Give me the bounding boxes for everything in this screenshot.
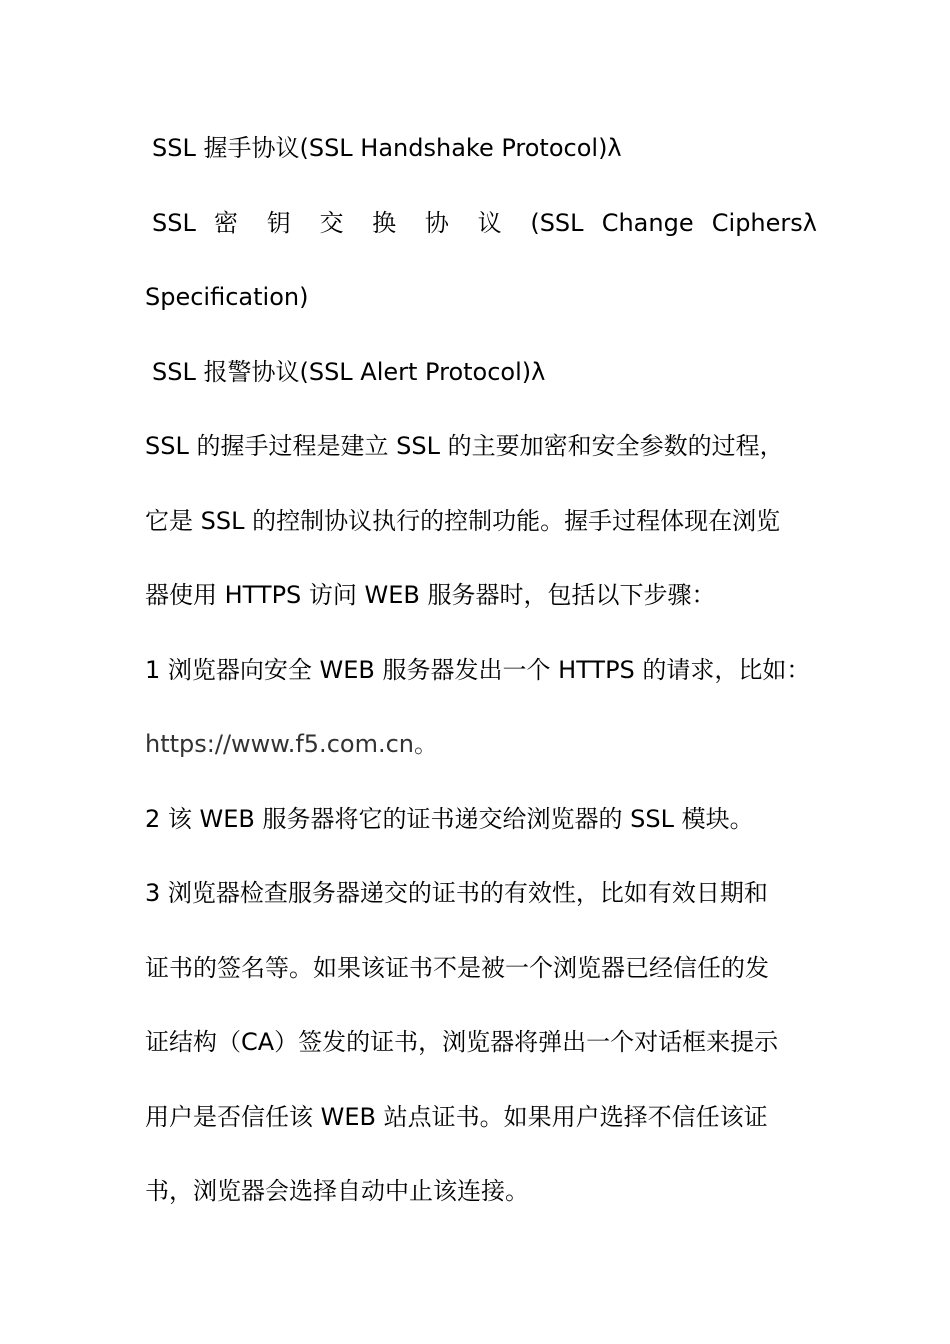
bullet-handshake-protocol: SSL 握手协议(SSL Handshake Protocol)λ bbox=[152, 134, 622, 162]
step-3-line-5: 书，浏览器会选择自动中止该连接。 bbox=[145, 1177, 529, 1205]
step-3-line-1: 3 浏览器检查服务器递交的证书的有效性，比如有效日期和 bbox=[145, 879, 768, 907]
bullet-change-cipher-spec: SSL 密 钥 交 换 协 议 (SSL Change Ciphersλ bbox=[152, 208, 817, 237]
paragraph-handshake-line-1: SSL 的握手过程是建立 SSL 的主要加密和安全参数的过程， bbox=[145, 432, 784, 460]
paragraph-handshake-line-2: 它是 SSL 的控制协议执行的控制功能。握手过程体现在浏览 bbox=[145, 506, 781, 535]
bullet-alert-protocol: SSL 报警协议(SSL Alert Protocol)λ bbox=[152, 357, 546, 386]
bullet-change-cipher-spec-continued: Specification) bbox=[145, 283, 309, 311]
step-2: 2 该 WEB 服务器将它的证书递交给浏览器的 SSL 模块。 bbox=[145, 804, 754, 833]
paragraph-handshake-line-3: 器使用 HTTPS 访问 WEB 服务器时，包括以下步骤： bbox=[145, 581, 716, 609]
step-1-line-1: 1 浏览器向安全 WEB 服务器发出一个 HTTPS 的请求，比如： bbox=[145, 655, 811, 684]
step-3-line-2: 证书的签名等。如果该证书不是被一个浏览器已经信任的发 bbox=[145, 953, 769, 982]
step-1-url: https://www.f5.com.cn。 bbox=[145, 730, 438, 758]
step-3-line-4: 用户是否信任该 WEB 站点证书。如果用户选择不信任该证 bbox=[145, 1102, 768, 1131]
step-3-line-3: 证结构（CA）签发的证书，浏览器将弹出一个对话框来提示 bbox=[145, 1028, 779, 1056]
document-body bbox=[145, 128, 817, 1246]
